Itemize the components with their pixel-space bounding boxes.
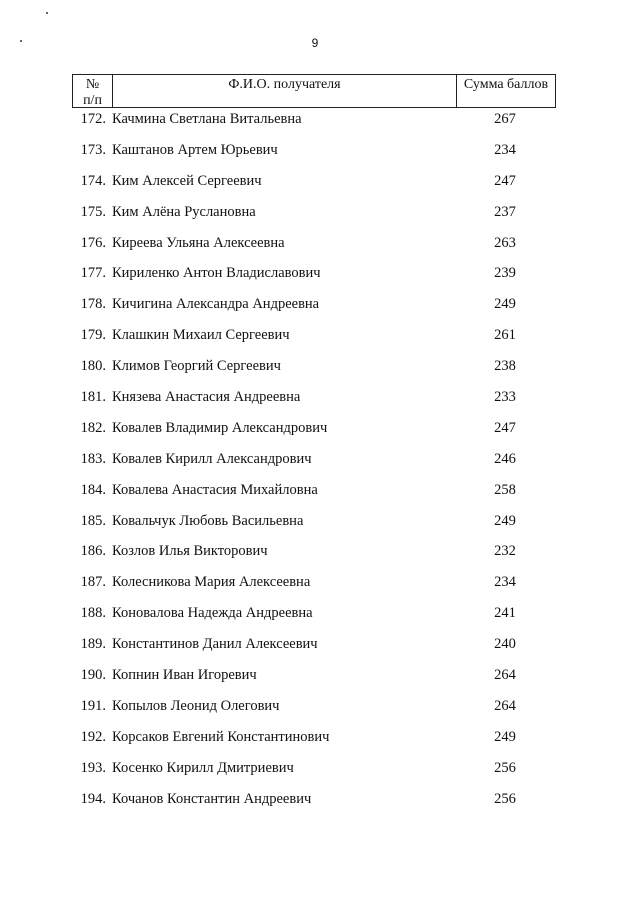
row-number: 172. [80,111,106,127]
recipient-name: Кочанов Константин Андреевич [112,790,312,807]
row-number: 194. [80,790,106,807]
recipients-table [72,74,556,821]
header-num [73,75,113,107]
table-row [72,513,556,544]
score-value: 246 [494,450,516,467]
recipient-name: Ковальчук Любовь Васильевна [112,512,304,529]
row-number: 179. [80,327,106,344]
scan-speck [46,12,48,14]
table-row [72,327,556,358]
row-number: 176. [80,234,106,251]
score-value: 239 [494,265,516,282]
table-header [72,74,556,108]
row-number: 189. [80,636,106,653]
score-value: 263 [494,234,516,251]
row-number: 184. [80,481,106,498]
recipient-name: Каштанов Артем Юрьевич [112,141,278,158]
recipient-name: Киреева Ульяна Алексеевна [112,234,285,251]
recipient-name: Ковалева Анастасия Михайловна [112,481,318,498]
table-row [72,358,556,389]
recipient-name: Косенко Кирилл Дмитриевич [112,759,294,776]
recipient-name: Копылов Леонид Олегович [112,697,280,714]
recipient-name: Козлов Илья Викторович [112,543,268,560]
table-row [72,420,556,451]
table-row [72,667,556,698]
table-row [72,173,556,204]
score-value: 256 [494,790,516,807]
recipient-name: Князева Анастасия Андреевна [112,389,301,406]
score-value: 234 [494,141,516,158]
score-value: 258 [494,481,516,498]
score-value: 233 [494,389,516,406]
score-value: 267 [494,111,516,127]
table-row [72,729,556,760]
row-number: 180. [80,358,106,375]
row-number: 178. [80,296,106,313]
table-row [72,204,556,235]
recipient-name: Кичигина Александра Андреевна [112,296,320,313]
recipient-name: Корсаков Евгений Константинович [112,728,330,745]
table-row [72,760,556,791]
table-row [72,574,556,605]
recipient-name: Кириленко Антон Владиславович [112,265,321,282]
score-value: 237 [494,203,516,220]
row-number: 181. [80,389,106,406]
table-row [72,265,556,296]
row-number: 177. [80,265,106,282]
score-value: 264 [494,697,516,714]
score-value: 232 [494,543,516,560]
row-number: 175. [80,203,106,220]
score-value: 261 [494,327,516,344]
row-number: 174. [80,172,106,189]
score-value: 249 [494,728,516,745]
header-num-line1: № [85,77,100,92]
recipient-name: Колесникова Мария Алексеевна [112,574,311,591]
recipient-name: Копнин Иван Игоревич [112,667,257,684]
table-row [72,142,556,173]
table-row [72,296,556,327]
row-number: 190. [80,667,106,684]
recipient-name: Качмина Светлана Витальевна [112,111,302,127]
row-number: 193. [80,759,106,776]
score-value: 247 [494,419,516,436]
score-value: 240 [494,636,516,653]
score-value: 264 [494,667,516,684]
header-score: Сумма баллов [463,77,549,92]
recipient-name: Ким Алексей Сергеевич [112,172,262,189]
row-number: 186. [80,543,106,560]
score-value: 238 [494,358,516,375]
table-row [72,698,556,729]
recipient-name: Ковалев Владимир Александрович [112,419,328,436]
table-body [72,111,556,821]
table-row [72,111,556,142]
row-number: 173. [80,141,106,158]
score-value: 249 [494,512,516,529]
recipient-name: Коновалова Надежда Андреевна [112,605,313,622]
row-number: 188. [80,605,106,622]
table-row [72,791,556,822]
row-number: 182. [80,419,106,436]
score-value: 234 [494,574,516,591]
table-row [72,451,556,482]
page-number: 9 [311,36,319,50]
header-name: Ф.И.О. получателя [113,75,457,107]
table-row [72,482,556,513]
score-value: 247 [494,172,516,189]
table-row [72,235,556,266]
table-row [72,605,556,636]
header-num-line2: п/п [83,93,102,108]
recipient-name: Ковалев Кирилл Александрович [112,450,312,467]
score-value: 241 [494,605,516,622]
row-number: 191. [80,697,106,714]
recipient-name: Клашкин Михаил Сергеевич [112,327,290,344]
row-number: 183. [80,450,106,467]
score-value: 249 [494,296,516,313]
table-row [72,636,556,667]
row-number: 192. [80,728,106,745]
score-value: 256 [494,759,516,776]
table-row [72,543,556,574]
recipient-name: Климов Георгий Сергеевич [112,358,281,375]
row-number: 187. [80,574,106,591]
row-number: 185. [80,512,106,529]
recipient-name: Ким Алёна Руслановна [112,203,256,220]
table-row [72,389,556,420]
recipient-name: Константинов Данил Алексеевич [112,636,318,653]
